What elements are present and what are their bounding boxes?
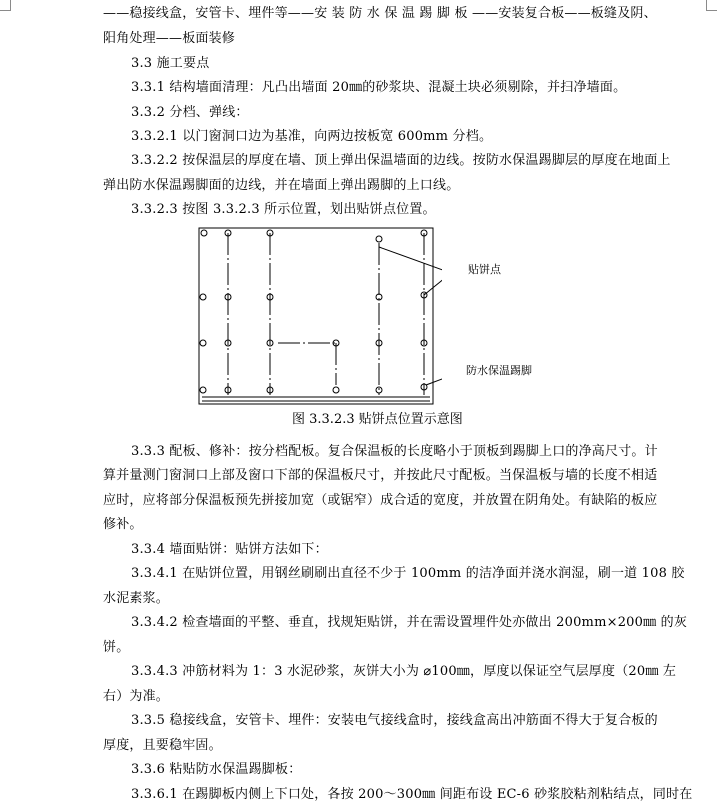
text-line: 3.3.6 粘贴防水保温踢脚板： [131,762,302,777]
text-line: 3.3.2.3 按图 3.3.2.3 所示位置，划出贴饼点位置。 [131,202,436,217]
text-line: 饼。 [103,640,130,655]
text-line: 3.3.3 配板、修补：按分档配板。复合保温板的长度略小于顶板到踢脚上口的净高尺寸。计 [131,444,658,459]
text-line: 阳角处理——板面装修 [103,31,236,46]
text-line: 3.3.5 稳接线盒，安管卡、埋件：安装电气接线盒时，接线盒高出冲筋面不得大于复合板的 [131,713,658,728]
text-line: 3.3.4 墙面贴饼：贴饼方法如下： [131,542,328,557]
text-line: 水泥素浆。 [103,591,170,606]
text-line: 3.3.6.1 在踢脚板内侧上下口处，各按 200～300㎜ 间距布设 EC-6 砂浆胶粘剂粘结点，同时在 [131,787,693,802]
text-line: 修补。 [103,517,143,532]
text-line: 3.3.2.2 按保温层的厚度在墙、顶上弹出保温墙面的边线。按防水保温踢脚层的厚度在地面上 [131,153,671,168]
paste-point-label: 贴饼点 [468,263,501,276]
text-line: 3.3.1 结构墙面清理：凡凸出墙面 20㎜的砂浆块、混凝土块必须剔除，并扫净墙面。 [131,80,627,95]
skirting-label: 防水保温踢脚 [466,364,532,377]
text-line: 3.3.2.1 以门窗洞口边为基准，向两边按板宽 600mm 分档。 [131,129,493,144]
paste-point-svg [196,225,442,410]
figure-caption: 图 3.3.2.3 贴饼点位置示意图 [292,412,463,427]
page-corner-mark [706,0,717,11]
section-heading: 3.3 施工要点 [131,56,210,71]
text-line: 3.3.2 分档、弹线： [131,105,249,120]
text-line: 应时，应将部分保温板预先拼接加宽（或锯窄）成合适的宽度，并放置在阴角处。有缺陷的板应 [103,493,658,508]
text-line: 厚度，且要稳牢固。 [103,738,222,753]
paste-point-diagram [196,225,442,410]
page-corner-mark [0,0,11,11]
text-line: 3.3.4.2 检查墙面的平整、垂直，找规矩贴饼，并在需设置埋件处亦做出 200mm×200㎜ 的灰 [131,615,688,630]
text-line: 3.3.4.3 冲筋材料为 1：3 水泥砂浆，灰饼大小为 ⌀100㎜，厚度以保证空气层厚度（20㎜ 左 [131,664,677,679]
text-line: 弹出防水保温踢脚面的边线，并在墙面上弹出踢脚的上口线。 [103,178,460,193]
text-line: 右）为准。 [103,689,170,704]
text-line: 3.3.4.1 在贴饼位置，用钢丝刷刷出直径不少于 100mm 的洁净面并浇水润湿，刷一道 108 胶 [131,566,685,581]
text-line: 算并量测门窗洞口上部及窗口下部的保温板尺寸，并按此尺寸配板。当保温板与墙的长度不相适 [103,468,658,483]
text-line: ——稳接线盒，安管卡、埋件等——安 装 防 水 保 温 踢 脚 板 ——安装复合板——板缝及阴、 [103,6,657,21]
